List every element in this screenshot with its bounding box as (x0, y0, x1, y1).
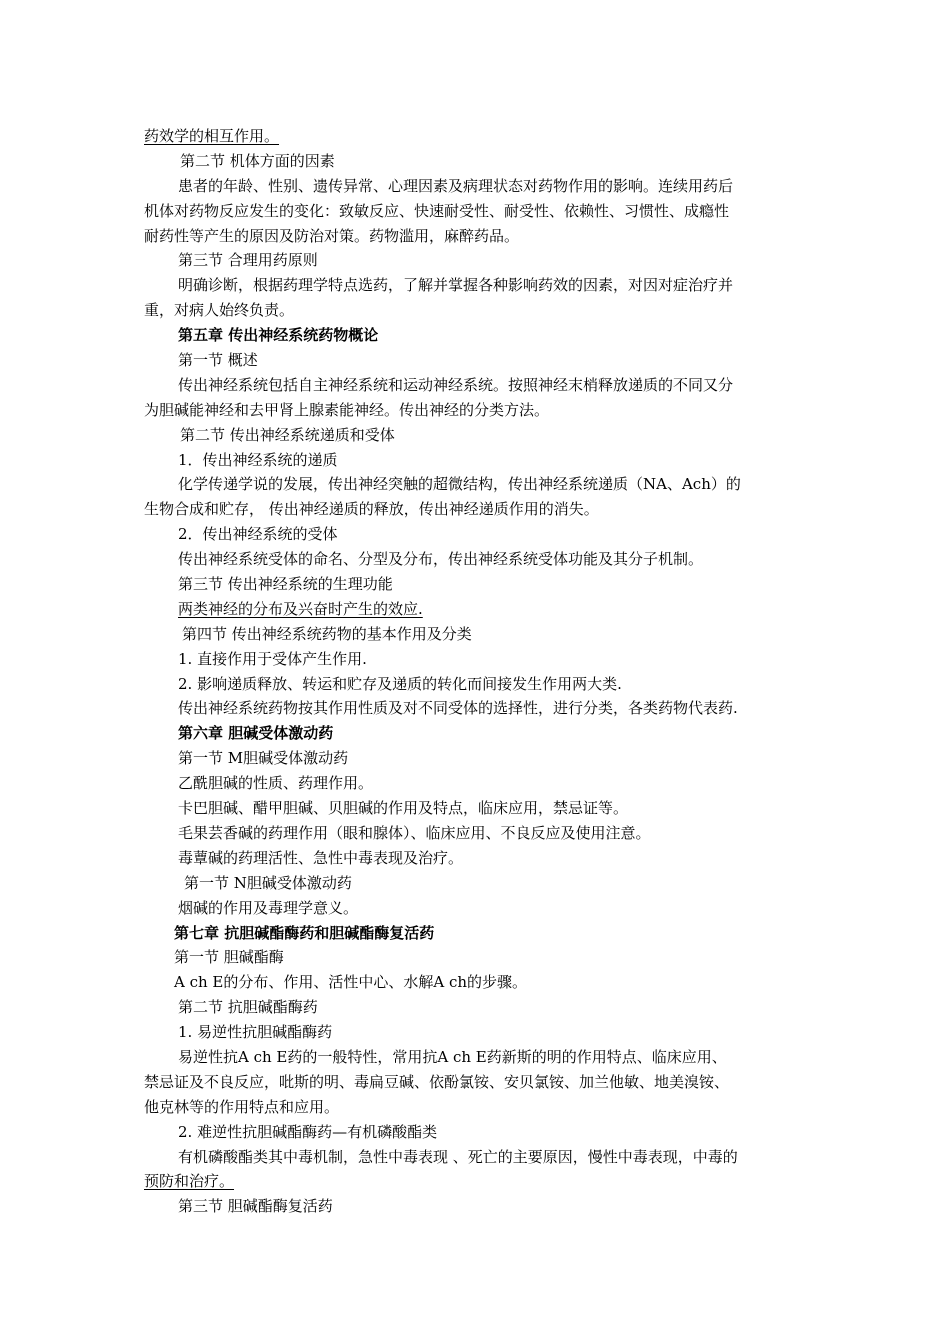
section-heading: 第三节 胆碱酯酶复活药 (178, 1197, 333, 1216)
text-line-16: 生物合成和贮存， 传出神经递质的释放，传出神经递质作用的消失。 (144, 500, 599, 519)
document-page (144, 124, 808, 1219)
section-heading: 第四节 传出神经系统药物的基本作用及分类 (182, 624, 472, 643)
text-line-7: 明确诊断，根据药理学特点选药，了解并掌握各种影响药效的因素，对因对症治疗并 (178, 276, 734, 295)
text-line-20: 两类神经的分布及兴奋时产生的效应. (178, 599, 423, 618)
text-line-30: 毒蕈碱的药理活性、急性中毒表现及治疗。 (178, 848, 464, 867)
text-line-3: 患者的年龄、性别、遗传异常、心理因素及病理状态对药物作用的影响。连续用药后 (178, 176, 734, 195)
text-line-27: 乙酰胆碱的性质、药理作用。 (178, 774, 374, 793)
text-line-15: 化学传递学说的发展，传出神经突触的超微结构，传出神经系统递质（NA、Ach）的 (178, 475, 741, 494)
subsection-heading: 1．传出神经系统的递质 (178, 450, 338, 469)
text-line-39: 禁忌证及不良反应，吡斯的明、毒扁豆碱、依酚氯铵、安贝氯铵、加兰他敏、地美溴铵、 (144, 1072, 730, 1091)
text-line-12: 为胆碱能神经和去甲肾上腺素能神经。传出神经的分类方法。 (144, 400, 550, 419)
list-item: 1. 直接作用于受体产生作用. (178, 649, 367, 668)
section-heading: 第一节 胆碱酯酶 (174, 948, 284, 967)
text-line-32: 烟碱的作用及毒理学意义。 (178, 898, 359, 917)
subsection-heading: 1. 易逆性抗胆碱酯酶药 (178, 1023, 333, 1042)
text-line-43: 预防和治疗。 (144, 1172, 235, 1191)
chapter-heading: 第五章 传出神经系统药物概论 (178, 326, 379, 345)
section-heading: 第一节 M胆碱受体激动药 (178, 749, 349, 768)
subsection-heading: 2．传出神经系统的受体 (178, 525, 338, 544)
text-line-18: 传出神经系统受体的命名、分型及分布，传出神经系统受体功能及其分子机制。 (178, 550, 704, 569)
section-heading: 第二节 抗胆碱酯酶药 (178, 998, 318, 1017)
section-heading: 第三节 合理用药原则 (178, 251, 318, 270)
section-heading: 第三节 传出神经系统的生理功能 (178, 575, 393, 594)
text-line-29: 毛果芸香碱的药理作用（眼和腺体）、临床应用、不良反应及使用注意。 (178, 823, 651, 842)
section-heading: 第一节 N胆碱受体激动药 (184, 873, 352, 892)
text-line-11: 传出神经系统包括自主神经系统和运动神经系统。按照神经末梢释放递质的不同又分 (178, 375, 734, 394)
text-line-8: 重，对病人始终负责。 (144, 301, 295, 320)
section-heading: 第二节 机体方面的因素 (180, 151, 335, 170)
subsection-heading: 2. 难逆性抗胆碱酯酶药—有机磷酸酯类 (178, 1122, 438, 1141)
text-line-35: A ch E的分布、作用、活性中心、水解A ch的步骤。 (174, 973, 528, 992)
text-line-24: 传出神经系统药物按其作用性质及对不同受体的选择性，进行分类，各类药物代表药. (178, 699, 738, 718)
text-line-28: 卡巴胆碱、醋甲胆碱、贝胆碱的作用及特点，临床应用，禁忌证等。 (178, 799, 629, 818)
text-line-1: 药效学的相互作用。 (144, 127, 280, 145)
text-line-40: 他克林等的作用特点和应用。 (144, 1097, 340, 1116)
text-line-42: 有机磷酸酯类其中毒机制，急性中毒表现 、死亡的主要原因，慢性中毒表现，中毒的 (178, 1147, 738, 1166)
list-item: 2. 影响递质释放、转运和贮存及递质的转化而间接发生作用两大类. (178, 674, 622, 693)
chapter-heading: 第七章 抗胆碱酯酶药和胆碱酯酶复活药 (174, 923, 435, 942)
chapter-heading: 第六章 胆碱受体激动药 (178, 724, 334, 743)
text-line-38: 易逆性抗A ch E药的一般特性，常用抗A ch E药新斯的明的作用特点、临床应用、 (178, 1047, 727, 1066)
section-heading: 第一节 概述 (178, 351, 258, 370)
section-heading: 第二节 传出神经系统递质和受体 (180, 425, 395, 444)
text-line-4: 机体对药物反应发生的变化：致敏反应、快速耐受性、耐受性、依赖性、习惯性、成瘾性 (144, 201, 730, 220)
text-line-5: 耐药性等产生的原因及防治对策。药物滥用，麻醉药品。 (144, 226, 520, 245)
